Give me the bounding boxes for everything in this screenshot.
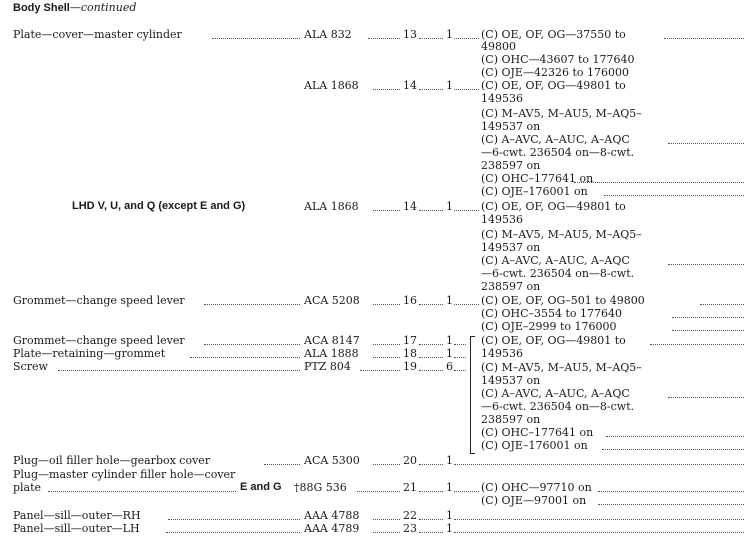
row-illustration: 18 — [403, 347, 417, 360]
leader-dots — [454, 343, 466, 345]
leader-dots — [700, 303, 744, 305]
row-note: (C) A–AVC, A–AUC, A–AQC — [481, 133, 630, 146]
leader-dots — [419, 518, 443, 520]
row-description-qualifier: E and G — [240, 481, 282, 493]
row-part-number: ALA 1868 — [304, 200, 359, 213]
leader-dots — [373, 518, 400, 520]
row-note: 149536 — [481, 347, 523, 360]
row-part-number: †88G 536 — [294, 481, 347, 494]
leader-dots — [419, 531, 443, 533]
leader-dots — [264, 463, 300, 465]
section-title: Body Shell — [13, 2, 70, 14]
leader-dots — [454, 209, 479, 211]
leader-dots — [668, 142, 744, 144]
leader-dots — [419, 463, 443, 465]
row-quantity: 1 — [446, 334, 453, 347]
leader-dots — [454, 37, 479, 39]
row-part-number: PTZ 804 — [304, 360, 351, 373]
row-illustration: 14 — [403, 79, 417, 92]
leader-dots — [650, 343, 744, 345]
row-illustration: 23 — [403, 522, 417, 535]
row-description: Plate—cover—master cylinder — [13, 28, 182, 41]
row-illustration: 16 — [403, 294, 417, 307]
leader-dots — [664, 37, 744, 39]
leader-dots — [604, 194, 744, 196]
leader-dots — [598, 490, 744, 492]
row-quantity: 1 — [446, 522, 453, 535]
row-note: (C) OJE–2999 to 176000 — [481, 320, 617, 333]
leader-dots — [419, 209, 443, 211]
row-note: 149536 — [481, 92, 523, 105]
row-note: (C) OE, OF, OG—49801 to — [481, 334, 626, 347]
row-note: (C) OE, OF, OG–501 to 49800 — [481, 294, 645, 307]
row-part-number: ALA 1868 — [304, 79, 359, 92]
row-description-continued: plate — [13, 481, 42, 494]
row-quantity: 1 — [446, 28, 453, 41]
row-note: 149537 on — [481, 374, 541, 387]
row-illustration: 19 — [403, 360, 417, 373]
row-quantity: 1 — [446, 79, 453, 92]
row-description: Screw — [13, 360, 48, 373]
row-quantity: 1 — [446, 200, 453, 213]
leader-dots — [204, 343, 300, 345]
leader-dots — [190, 356, 300, 358]
row-note: (C) M–AV5, M–AU5, M–AQ5– — [481, 228, 642, 241]
leader-dots — [419, 356, 443, 358]
row-note: 238597 on — [481, 159, 541, 172]
row-note: (C) OJE–176001 on — [481, 439, 588, 452]
row-illustration: 13 — [403, 28, 417, 41]
row-note: (C) OHC—43607 to 177640 — [481, 53, 635, 66]
row-note: (C) OHC–177641 on — [481, 426, 594, 439]
row-note: 149537 on — [481, 241, 541, 254]
leader-dots — [454, 303, 479, 305]
leader-dots — [48, 490, 236, 492]
row-description: Plug—master cylinder filler hole—cover — [13, 468, 236, 481]
leader-dots — [419, 343, 443, 345]
leader-dots — [672, 316, 744, 318]
row-description: Plug—oil filler hole—gearbox cover — [13, 454, 211, 467]
row-note: —6-cwt. 236504 on—8-cwt. — [481, 146, 635, 159]
row-part-number: ACA 8147 — [304, 334, 360, 347]
row-note: (C) M–AV5, M–AU5, M–AQ5– — [481, 107, 642, 120]
row-quantity: 1 — [446, 481, 453, 494]
row-illustration: 17 — [403, 334, 417, 347]
row-part-number: AAA 4788 — [304, 509, 360, 522]
row-quantity: 1 — [446, 294, 453, 307]
leader-dots — [454, 88, 479, 90]
leader-dots — [373, 343, 400, 345]
leader-dots — [574, 181, 744, 183]
row-illustration: 21 — [403, 481, 417, 494]
leader-dots — [419, 369, 443, 371]
row-note: 238597 on — [481, 280, 541, 293]
row-quantity: 1 — [446, 347, 453, 360]
row-note: (C) OE, OF, OG—37550 to — [481, 28, 626, 41]
leader-dots — [373, 209, 400, 211]
leader-dots — [598, 503, 744, 505]
row-note: (C) OJE–176001 on — [481, 185, 588, 198]
row-illustration: 20 — [403, 454, 417, 467]
leader-dots — [672, 329, 744, 331]
row-note: (C) OE, OF, OG—49801 to — [481, 79, 626, 92]
row-part-number: ALA 1888 — [304, 347, 359, 360]
leader-dots — [606, 435, 744, 437]
leader-dots — [204, 303, 300, 305]
leader-dots — [454, 369, 466, 371]
row-note: (C) OHC—97710 on — [481, 481, 592, 494]
section-continued: —continued — [69, 1, 137, 14]
leader-dots — [419, 37, 443, 39]
leader-dots — [668, 396, 744, 398]
leader-dots — [357, 490, 400, 492]
row-note: (C) OHC–177641 on — [481, 172, 594, 185]
leader-dots — [454, 518, 744, 520]
row-illustration: 22 — [403, 509, 417, 522]
leader-dots — [668, 263, 744, 265]
row-note: (C) OHC–3554 to 177640 — [481, 307, 623, 320]
row-note: 149537 on — [481, 120, 541, 133]
row-quantity: 1 — [446, 454, 453, 467]
leader-dots — [166, 531, 300, 533]
leader-dots — [212, 37, 300, 39]
row-note: 49800 — [481, 40, 516, 53]
row-note: 149536 — [481, 213, 523, 226]
leader-dots — [373, 303, 400, 305]
row-quantity: 6 — [446, 360, 453, 373]
leader-dots — [373, 531, 400, 533]
row-part-number: ALA 832 — [304, 28, 352, 41]
row-note: (C) OJE—97001 on — [481, 494, 587, 507]
leader-dots — [373, 356, 400, 358]
leader-dots — [58, 369, 300, 371]
row-description: Grommet—change speed lever — [13, 294, 185, 307]
row-note: —6-cwt. 236504 on—8-cwt. — [481, 267, 635, 280]
leader-dots — [373, 88, 400, 90]
row-note: (C) OE, OF, OG—49801 to — [481, 200, 626, 213]
row-note: —6-cwt. 236504 on—8-cwt. — [481, 400, 635, 413]
row-description: LHD V, U, and Q (except E and G) — [72, 200, 246, 212]
row-quantity: 1 — [446, 509, 453, 522]
leader-dots — [602, 448, 744, 450]
grouping-bracket — [470, 336, 475, 454]
leader-dots — [373, 463, 400, 465]
row-part-number: AAA 4789 — [304, 522, 360, 535]
leader-dots — [168, 518, 300, 520]
row-part-number: ACA 5300 — [304, 454, 360, 467]
leader-dots — [368, 37, 400, 39]
leader-dots — [454, 356, 466, 358]
row-note: (C) A–AVC, A–AUC, A–AQC — [481, 387, 630, 400]
leader-dots — [419, 303, 443, 305]
row-note: (C) A–AVC, A–AUC, A–AQC — [481, 254, 630, 267]
leader-dots — [454, 463, 744, 465]
row-note: (C) M–AV5, M–AU5, M–AQ5– — [481, 361, 642, 374]
row-part-number: ACA 5208 — [304, 294, 360, 307]
row-note: (C) OJE—42326 to 176000 — [481, 66, 629, 79]
leader-dots — [454, 531, 744, 533]
row-note: 238597 on — [481, 413, 541, 426]
leader-dots — [360, 369, 400, 371]
row-description: Grommet—change speed lever — [13, 334, 185, 347]
leader-dots — [454, 490, 479, 492]
page-header — [13, 1, 136, 14]
leader-dots — [419, 490, 443, 492]
row-description: Plate—retaining—grommet — [13, 347, 166, 360]
row-illustration: 14 — [403, 200, 417, 213]
leader-dots — [419, 88, 443, 90]
row-description: Panel—sill—outer—RH — [13, 509, 141, 522]
row-description: Panel—sill—outer—LH — [13, 522, 140, 535]
